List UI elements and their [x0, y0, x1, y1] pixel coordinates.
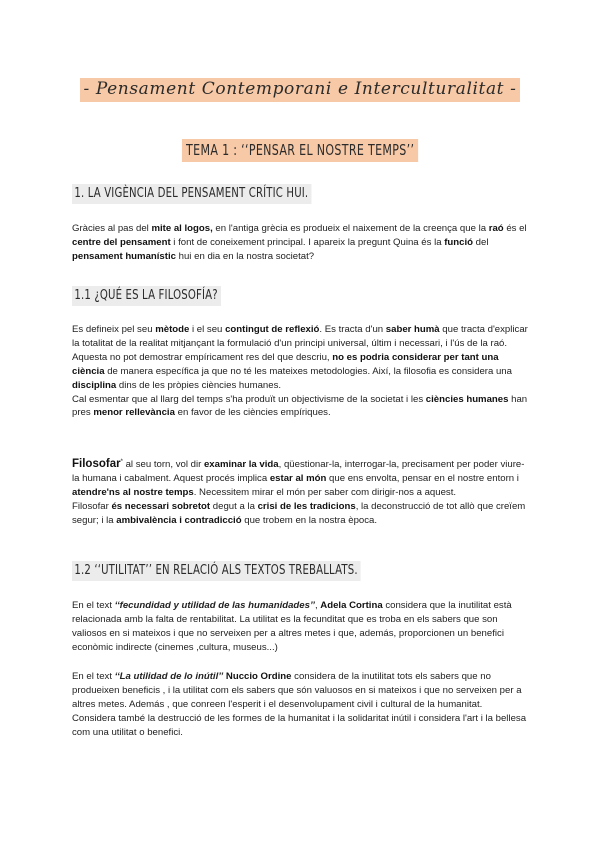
main-title: - Pensament Contemporani e Interculturalitat -: [80, 78, 521, 102]
tema-heading-container: [0, 139, 600, 162]
paragraph-text: En el text ‘‘La utilidad de lo inútil’’ Nuccio Ordine considera de la inutilitat tots els sabers que no produeixen beneficis , i la utilitat com els sabers que són valuosos en si mateixos i que no serveixen per a altres metes. Además , que conreen l'esperit i el desenvolupament civil i cultural de la humanitat. Considera també la destrucció de les formes de la humanitat i la solidaritat inútil i considera l'art i la bellesa com una utilitat o benefici.: [72, 671, 527, 738]
tema-heading: TEMA 1 : ‘‘PENSAR EL NOSTRE TEMPS’’: [182, 139, 418, 162]
paragraph-filosofia: [72, 323, 528, 420]
section-heading-1-2: 1.2 ‘‘UTILITAT’’ EN RELACIÓ ALS TEXTOS TREBALLATS.: [72, 561, 361, 581]
paragraph-filosofar: [72, 456, 528, 528]
paragraph-text: Gràcies al pas del mite al logos, en l'antiga grècia es produeix el naixement de la creença que la raó és el centre del pensament i font de coneixement principal. I apareix la pregunt Quina és la funció del pensament humanístic hui en dia en la nostra societat?: [72, 223, 527, 262]
paragraph-text: Es defineix pel seu mètode i el seu contingut de reflexió. Es tracta d'un saber humà que tracta d'explicar la totalitat de la realitat mitjançant la formulació d'un principi universal, últim i necessari, i l'ús de la raó.: [72, 324, 528, 349]
paragraph-logos: [72, 222, 528, 264]
paragraph-ordine: [72, 670, 528, 740]
paragraph-cortina: [72, 599, 528, 655]
section-heading-1: 1. LA VIGÈNCIA DEL PENSAMENT CRÍTIC HUI.: [72, 184, 311, 204]
main-title-container: [0, 78, 600, 102]
paragraph-text: Filosofar* al seu torn, vol dir examinar la vida, qüestionar-la, interrogar-la, precisament per poder viure-la humana i cabalment. Aquest procés implica estar al món que ens envolta, pensar en el nostre entorn i atendre'ns al nostre temps. Necessitem mirar el món per saber com dirigir-nos a aquest.: [72, 458, 525, 498]
paragraph-text: Aquesta no pot demostrar empíricament res del que descriu, no es podria considerar per tant una ciència de manera específica ja que no té les mateixes metodologies. Així, la filosofia es considera una disciplina dins de les pròpies ciències humanes.: [72, 351, 512, 391]
paragraph-text: En el text ‘‘fecundidad y utilidad de las humanidades’’, Adela Cortina considera que la inutilitat està relacionada amb la falta de rentabilitat. La utilitat es la fecunditat que es troba en els sabers que son valiosos en si mateixos i que no serveixen per a altres metes i que, además, proporcionen un benefici econòmic indirecte (cinemes ,cultura, museus...): [72, 600, 512, 653]
section-heading-1-1: 1.1 ¿QUÉ ES LA FILOSOFÍA?: [72, 286, 221, 306]
paragraph-text: Cal esmentar que al llarg del temps s'ha produït un objectivisme de la societat i les ciències humanes han pres menor rellevància en favor de les ciències empíriques.: [72, 393, 528, 419]
paragraph-text: Filosofar és necessari sobretot degut a la crisi de les tradicions, la deconstrucció de tot allò que creïem segur; i la ambivalència i contradicció que trobem en la nostra època.: [72, 500, 526, 526]
